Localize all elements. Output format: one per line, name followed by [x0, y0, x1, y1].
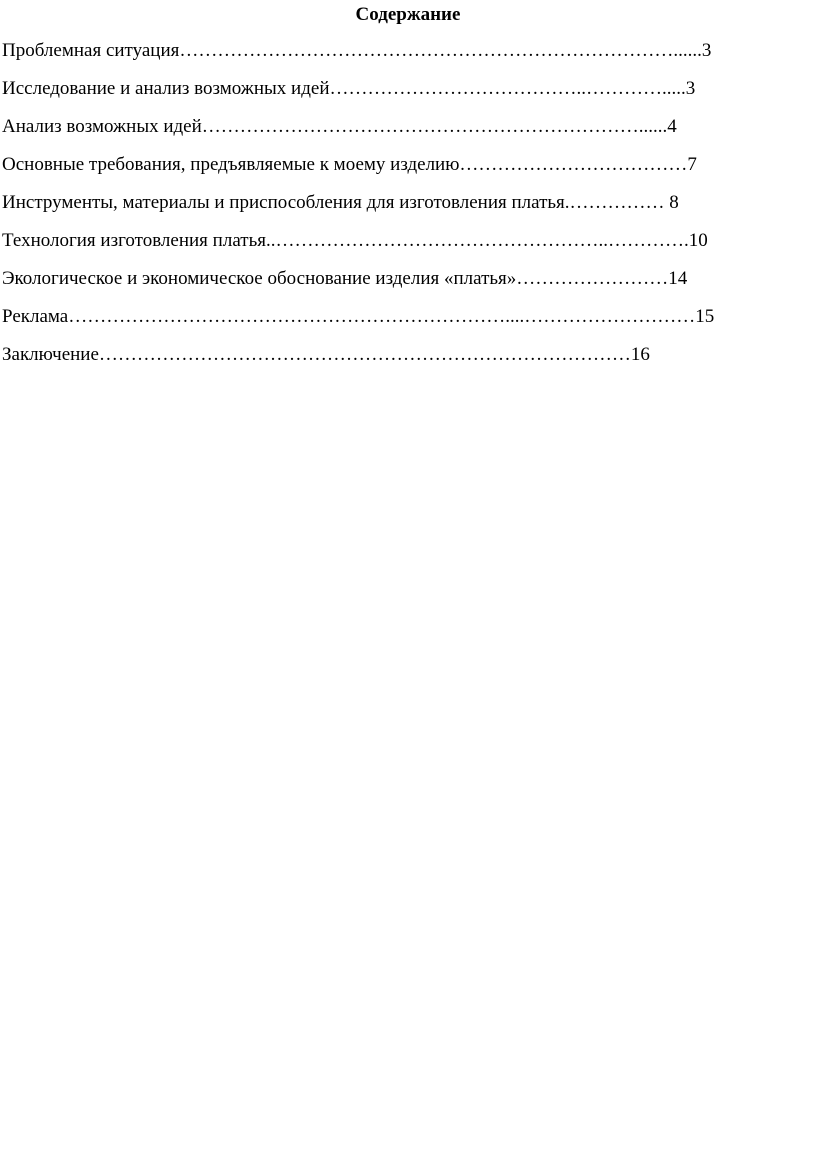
- toc-entry-leader: ……………………………………………………………......: [201, 116, 668, 137]
- toc-entry-page: 3: [685, 78, 696, 99]
- toc-entry: [2, 40, 711, 62]
- toc-entry-page: 8: [669, 192, 679, 213]
- toc-entry: [2, 306, 714, 328]
- toc-entry: [2, 154, 697, 176]
- toc-entry-page: 3: [701, 40, 712, 61]
- toc-entry-page: 7: [687, 154, 697, 175]
- toc-entry-text: Проблемная ситуация: [2, 40, 180, 61]
- toc-entry-text: Технология изготовления платья..: [2, 230, 276, 251]
- toc-title: Содержание: [355, 4, 461, 25]
- toc-entry-leader: …………………………………………………………………………: [98, 344, 631, 365]
- toc-entry-text: Реклама: [2, 306, 69, 327]
- toc-entry-leader: ……………: [569, 192, 670, 213]
- toc-entry: [2, 344, 650, 366]
- toc-entry-page: 4: [667, 116, 677, 137]
- toc-entry: [2, 116, 677, 138]
- toc-entry-text: Экологическое и экономическое обоснование изделия «платья»: [2, 268, 517, 289]
- toc-entry: [2, 268, 687, 290]
- toc-entry-page: 10: [688, 230, 708, 251]
- toc-entry-leader: ……………………………………………………………………......: [179, 40, 702, 61]
- toc-entry-page: 14: [668, 268, 688, 289]
- toc-entry-leader: ……………………………………………………………....………………………: [68, 306, 696, 327]
- toc-entry-leader: ………………………………: [459, 154, 688, 175]
- toc-entry-leader: ……………………………………………..………….: [275, 230, 689, 251]
- toc-entry-text: Анализ возможных идей: [2, 116, 202, 137]
- toc-entry-text: Основные требования, предъявляемые к моему изделию: [2, 154, 460, 175]
- toc-entry-text: Исследование и анализ возможных идей: [2, 78, 330, 99]
- toc-entry-text: Заключение: [2, 344, 99, 365]
- toc-entry-leader: ……………………: [516, 268, 669, 289]
- toc-entry-text: Инструменты, материалы и приспособления для изготовления платья.: [2, 192, 570, 213]
- toc-entry-page: 15: [695, 306, 715, 327]
- toc-entry-page: 16: [630, 344, 650, 365]
- toc-entry: [2, 230, 708, 252]
- toc-entry-leader: …………………………………..………….....: [329, 78, 686, 99]
- toc-entry: [2, 78, 695, 100]
- toc-entry: [2, 192, 679, 214]
